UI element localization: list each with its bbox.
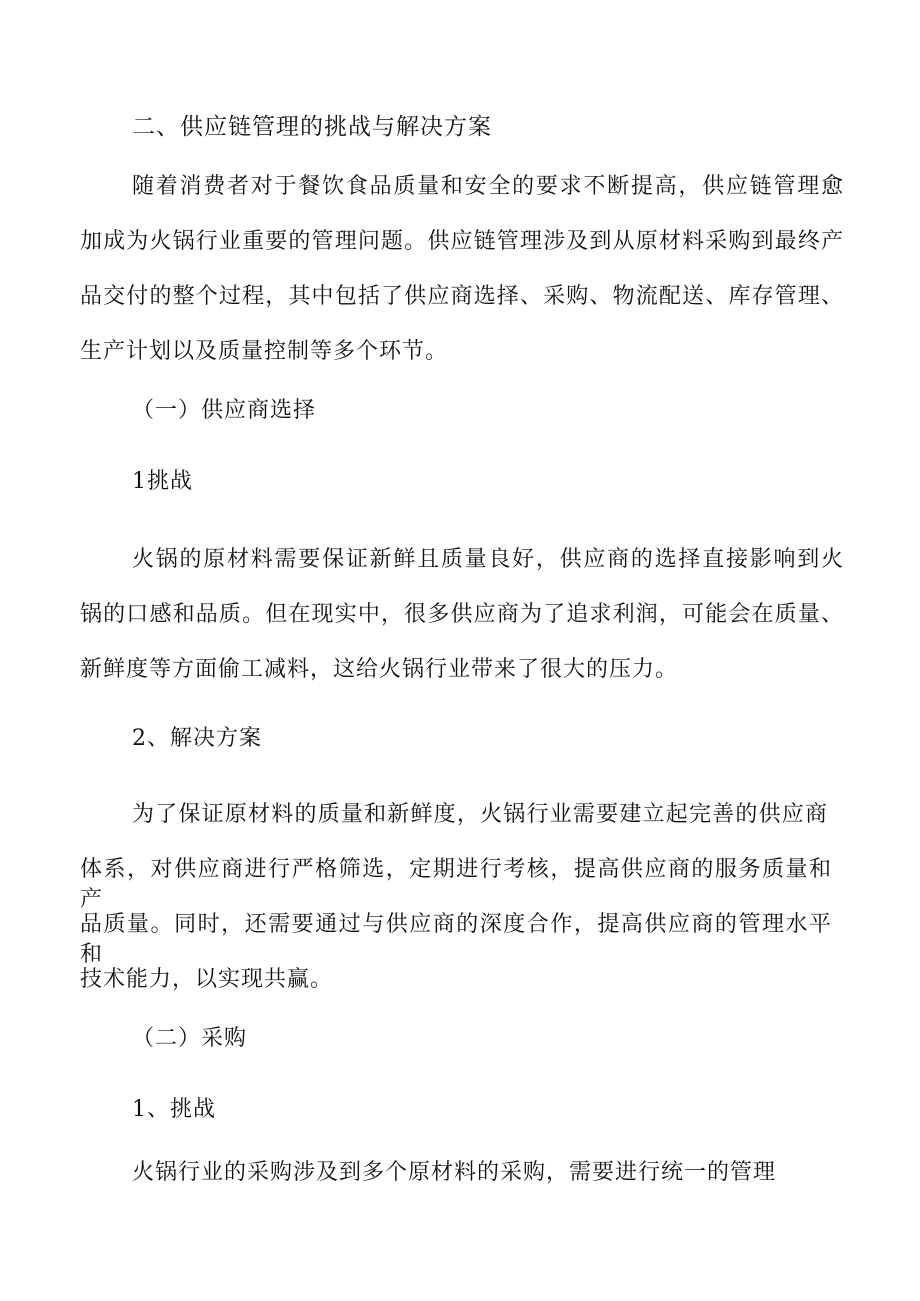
- solution-1-line-2: 体系，对供应商进行严格筛选，定期进行考核，提高供应商的服务质量和产: [80, 857, 832, 912]
- intro-line-2: 加成为火锅行业重要的管理问题。供应链管理涉及到从原材料采购到最终产: [80, 229, 844, 254]
- subsection-title-supplier: （一）供应商选择: [132, 398, 317, 423]
- solution-1-line-4: 技术能力，以实现共赢。: [80, 967, 334, 992]
- intro-line-4: 生产计划以及质量控制等多个环节。: [80, 339, 449, 364]
- challenge-1-line-1: 火锅的原材料需要保证新鲜且质量良好，供应商的选择直接影响到火: [132, 547, 844, 572]
- challenge-heading-2: 1、挑战: [132, 1097, 216, 1122]
- section-title: 二、供应链管理的挑战与解决方案: [132, 114, 492, 140]
- intro-line-1: 随着消费者对于餐饮食品质量和安全的要求不断提高，供应链管理愈: [132, 174, 844, 199]
- solution-heading-1: 2、解决方案: [132, 726, 262, 751]
- solution-1-line-3: 品质量。同时，还需要通过与供应商的深度合作，提高供应商的管理水平和: [80, 912, 832, 967]
- challenge-heading-1: 1挑战: [132, 469, 193, 494]
- challenge-2-line-1: 火锅行业的采购涉及到多个原材料的采购，需要进行统一的管理: [132, 1160, 777, 1185]
- challenge-1-line-2: 锅的口感和品质。但在现实中，很多供应商为了追求利润，可能会在质量、: [80, 602, 844, 627]
- solution-1-line-1: 为了保证原材料的质量和新鲜度，火锅行业需要建立起完善的供应商: [132, 802, 828, 827]
- challenge-1-line-3: 新鲜度等方面偷工减料，这给火锅行业带来了很大的压力。: [80, 657, 679, 682]
- subsection-title-purchasing: （二）采购: [132, 1026, 248, 1051]
- intro-line-3: 品交付的整个过程，其中包括了供应商选择、采购、物流配送、库存管理、: [80, 284, 844, 309]
